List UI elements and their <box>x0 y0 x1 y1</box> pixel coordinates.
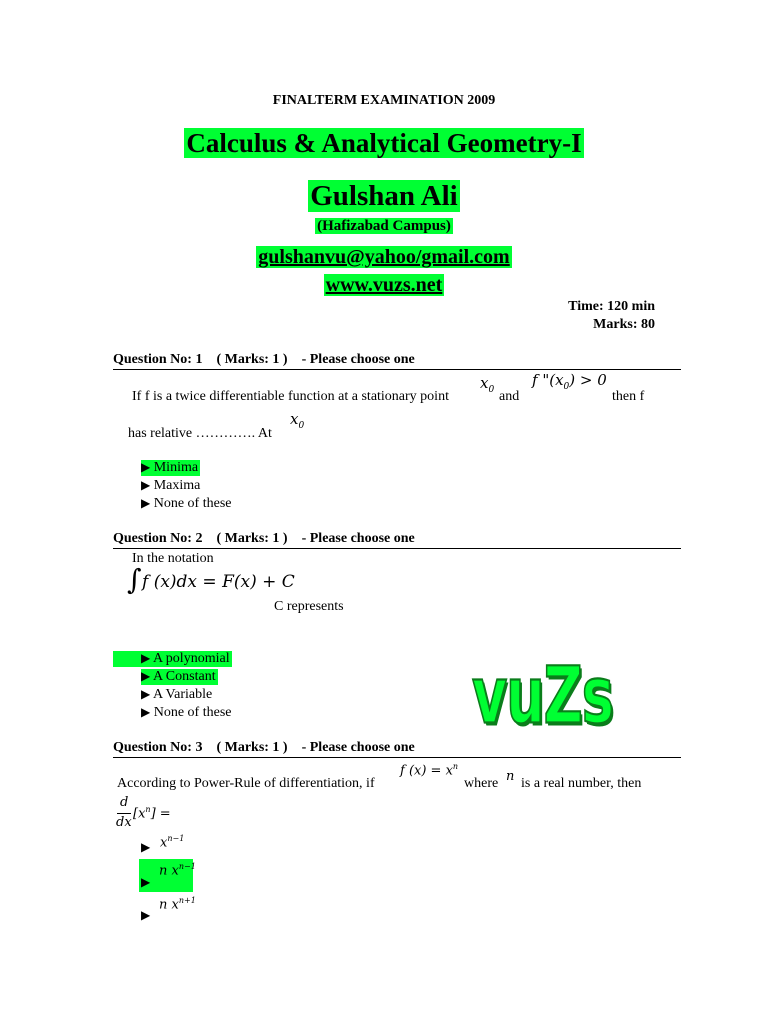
play-arrow-icon: ▶ <box>141 496 151 510</box>
q3-deriv-bracket: $[x^n]$ = <box>133 805 171 822</box>
author-wrap <box>0 180 768 213</box>
q3-fraction-bar <box>117 813 131 814</box>
play-arrow-icon: ▶ <box>141 460 151 474</box>
exam-title: FINALTERM EXAMINATION 2009 <box>272 93 496 108</box>
play-arrow-icon: ▶ <box>141 478 151 492</box>
q3-n-symbol: n <box>506 769 515 784</box>
q2-text-line1: In the notation <box>132 551 214 566</box>
email-link[interactable]: gulshanvu@yahoo/gmail.com <box>258 246 510 268</box>
q3-fx-formula: f $(x) = x^n$ <box>400 762 459 779</box>
q1-condition: f "$(x_0) > 0$ <box>532 371 607 392</box>
play-arrow-icon: ▶ <box>141 875 151 889</box>
q3-deriv-numerator: d <box>120 795 129 810</box>
website-wrap <box>0 274 768 297</box>
question-3-heading: Question No: 3 ( Marks: 1 ) - Please choose one <box>113 740 681 758</box>
q3-option-2-expr: n $x^{n-1}$ <box>159 862 196 879</box>
campus-wrap <box>0 217 768 235</box>
q1-text-and: and <box>499 389 520 404</box>
q3-option-1-expr: $x^{n-1}$ <box>160 834 185 851</box>
vuzs-logo: vuZs <box>472 650 613 742</box>
q3-text-real: is a real number, then <box>521 776 642 791</box>
q1-option-1[interactable]: ▶ Minima <box>141 460 199 475</box>
q2-formula: f (x)dx = F(x) + C <box>142 572 295 592</box>
q1-text-then: then f <box>612 389 645 404</box>
exam-marks: Marks: 80 <box>593 317 655 332</box>
course-title-wrap <box>0 128 768 159</box>
website-link[interactable]: www.vuzs.net <box>325 274 443 296</box>
q1-text-line1: If f is a twice differentiable function at a stationary point <box>132 389 449 404</box>
q1-x0-second: $x_0$ <box>290 410 305 431</box>
q3-option-2[interactable] <box>141 875 152 891</box>
q3-text-where: where <box>464 776 499 791</box>
play-arrow-icon: ▶ <box>141 705 151 719</box>
play-arrow-icon: ▶ <box>141 840 151 854</box>
play-arrow-icon: ▶ <box>141 651 151 665</box>
q1-option-2[interactable]: ▶ Maxima <box>141 478 201 493</box>
q3-deriv-denominator: dx <box>116 815 132 830</box>
q3-option-3[interactable] <box>141 908 152 924</box>
campus-name: (Hafizabad Campus) <box>317 218 451 234</box>
q2-option-1[interactable]: ▶ A polynomial <box>113 651 232 667</box>
play-arrow-icon: ▶ <box>141 687 151 701</box>
q2-text-line2: C represents <box>274 599 344 614</box>
course-title: Calculus & Analytical Geometry-I <box>186 128 582 158</box>
question-2-heading: Question No: 2 ( Marks: 1 ) - Please choose one <box>113 531 681 549</box>
q1-x0: $x_0$ <box>480 374 495 395</box>
q3-option-1[interactable] <box>141 840 152 856</box>
author-name: Gulshan Ali <box>310 180 458 212</box>
q2-integral-sign: ∫ <box>127 563 142 596</box>
q3-option-3-expr: n $x^{n+1}$ <box>159 896 196 913</box>
q1-option-3[interactable]: ▶ None of these <box>141 496 232 511</box>
question-1-heading: Question No: 1 ( Marks: 1 ) - Please choose one <box>113 352 681 370</box>
q2-option-4[interactable]: ▶ None of these <box>141 705 232 720</box>
q3-text-a: According to Power-Rule of differentiation, if <box>117 776 375 791</box>
q1-text-line2: has relative …………. At <box>128 426 272 441</box>
exam-time: Time: 120 min <box>568 299 655 314</box>
play-arrow-icon: ▶ <box>141 669 151 683</box>
email-wrap <box>0 246 768 269</box>
play-arrow-icon: ▶ <box>141 908 151 922</box>
q2-option-2[interactable]: ▶ A Constant <box>141 669 216 684</box>
q2-option-3[interactable]: ▶ A Variable <box>141 687 213 702</box>
